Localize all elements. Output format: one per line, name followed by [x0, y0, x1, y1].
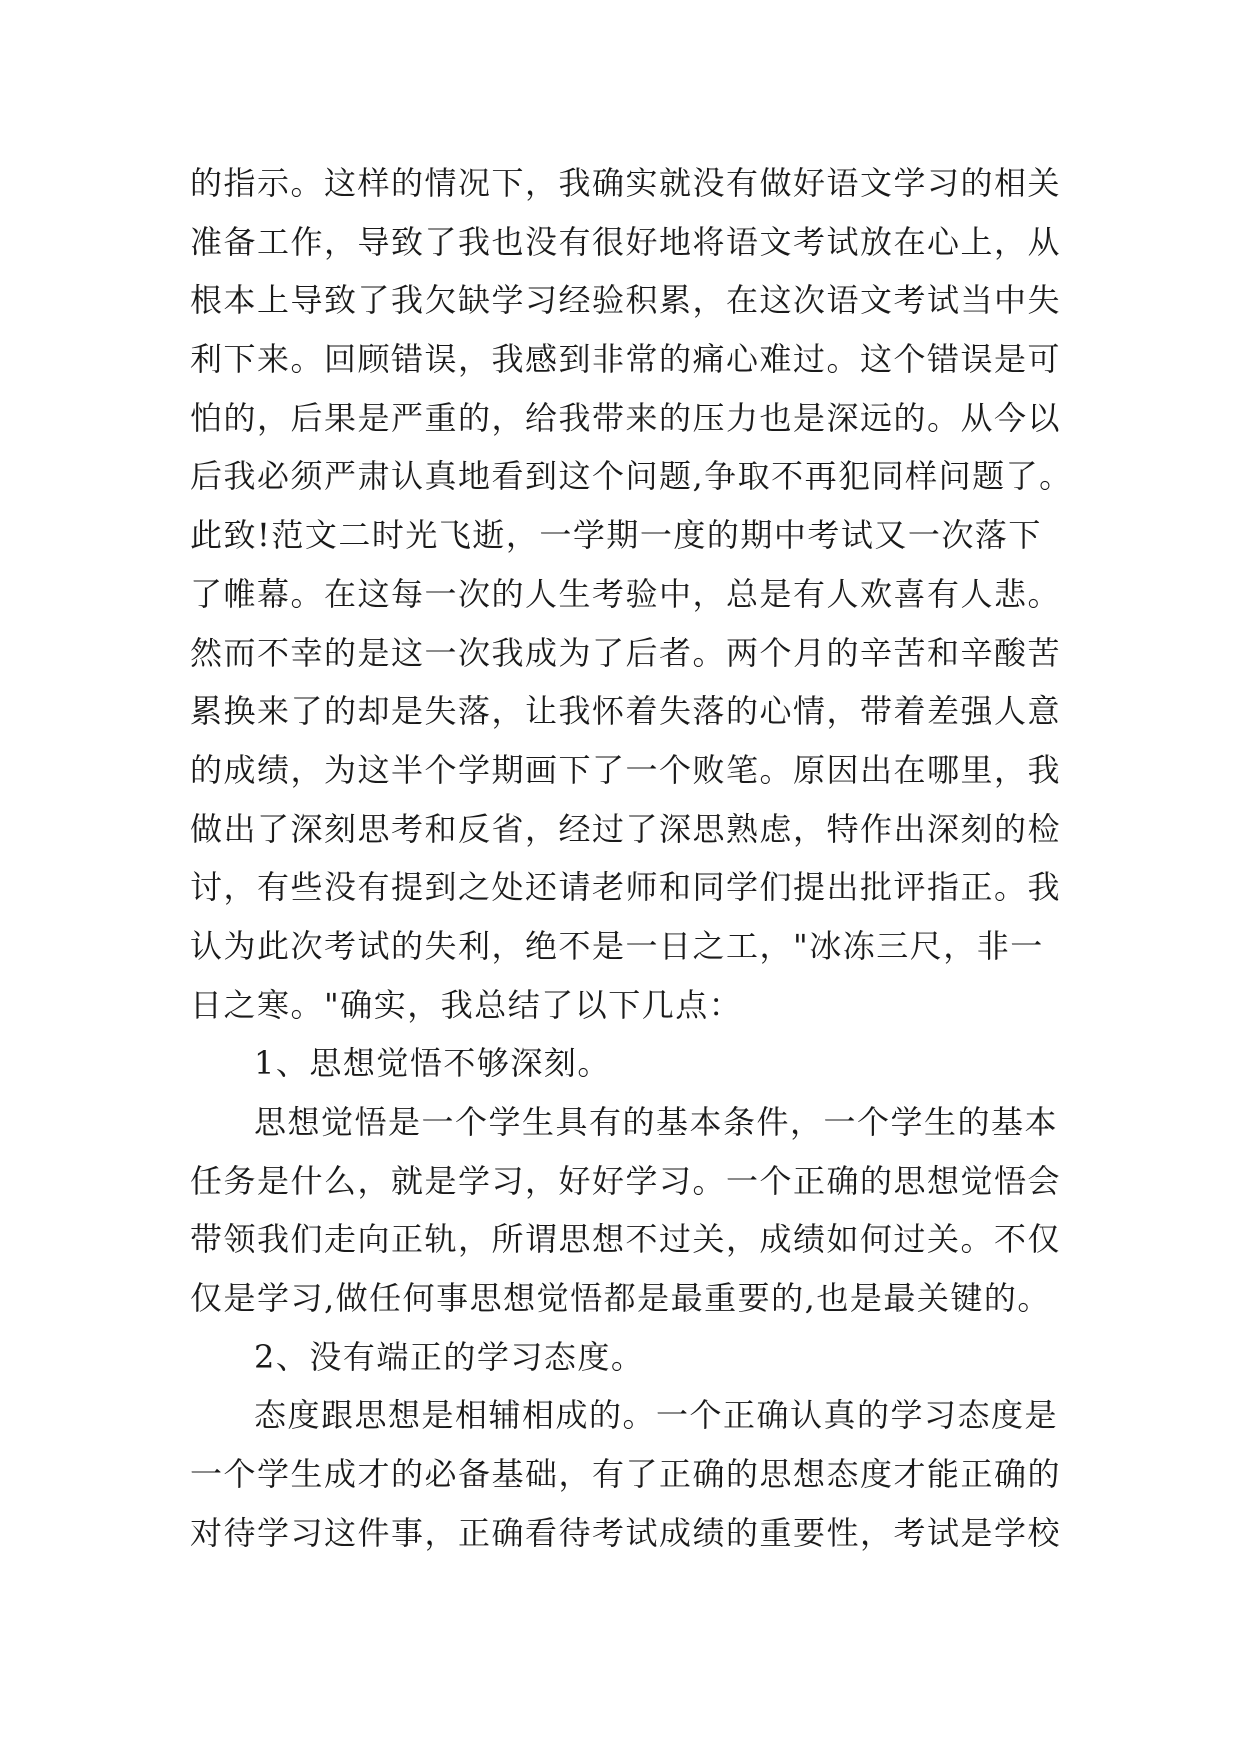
text-line: 怕的，后果是严重的，给我带来的压力也是深远的。从今以 [190, 398, 1062, 437]
text-line: 准备工作，导致了我也没有很好地将语文考试放在心上，从 [190, 222, 1062, 261]
text-line: 累换来了的却是失落，让我怀着失落的心情，带着差强人意 [190, 692, 1062, 731]
text-line: 带领我们走向正轨，所谓思想不过关，成绩如何过关。不仅 [190, 1220, 1062, 1259]
document-body-text [190, 154, 1073, 1563]
text-line: 1、思想觉悟不够深刻。 [254, 1044, 611, 1083]
text-line: 思想觉悟是一个学生具有的基本条件，一个学生的基本 [254, 1103, 1059, 1141]
text-line: 根本上导致了我欠缺学习经验积累，在这次语文考试当中失 [190, 281, 1062, 320]
text-line: 对待学习这件事，正确看待考试成绩的重要性，考试是学校 [190, 1513, 1062, 1552]
text-line: 的指示。这样的情况下，我确实就没有做好语文学习的相关 [190, 164, 1062, 202]
text-line: 此致!范文二时光飞逝，一学期一度的期中考试又一次落下 [190, 516, 1042, 555]
text-line: 一个学生成才的必备基础，有了正确的思想态度才能正确的 [190, 1455, 1062, 1494]
text-line: 然而不幸的是这一次我成为了后者。两个月的辛苦和辛酸苦 [190, 633, 1062, 672]
text-line: 认为此次考试的失利，绝不是一日之工，"冰冻三尺，非一 [190, 926, 1044, 965]
text-line: 讨，有些没有提到之处还请老师和同学们提出批评指正。我 [190, 868, 1062, 907]
text-line: 做出了深刻思考和反省，经过了深思熟虑，特作出深刻的检 [190, 809, 1062, 848]
text-line: 任务是什么，就是学习，好好学习。一个正确的思想觉悟会 [190, 1161, 1062, 1200]
text-line: 态度跟思想是相辅相成的。一个正确认真的学习态度是 [254, 1396, 1059, 1435]
text-line: 仅是学习,做任何事思想觉悟都是最重要的,也是最关键的。 [190, 1279, 1051, 1318]
text-line: 的成绩，为这半个学期画下了一个败笔。原因出在哪里，我 [190, 750, 1062, 789]
text-line: 日之寒。"确实，我总结了以下几点： [190, 985, 743, 1024]
text-line: 利下来。回顾错误，我感到非常的痛心难过。这个错误是可 [190, 340, 1062, 379]
text-line: 后我必须严肃认真地看到这个问题,争取不再犯同样问题了。 [190, 457, 1073, 496]
text-line: 了帷幕。在这每一次的人生考验中，总是有人欢喜有人悲。 [190, 574, 1062, 613]
text-line: 2、没有端正的学习态度。 [254, 1337, 645, 1376]
